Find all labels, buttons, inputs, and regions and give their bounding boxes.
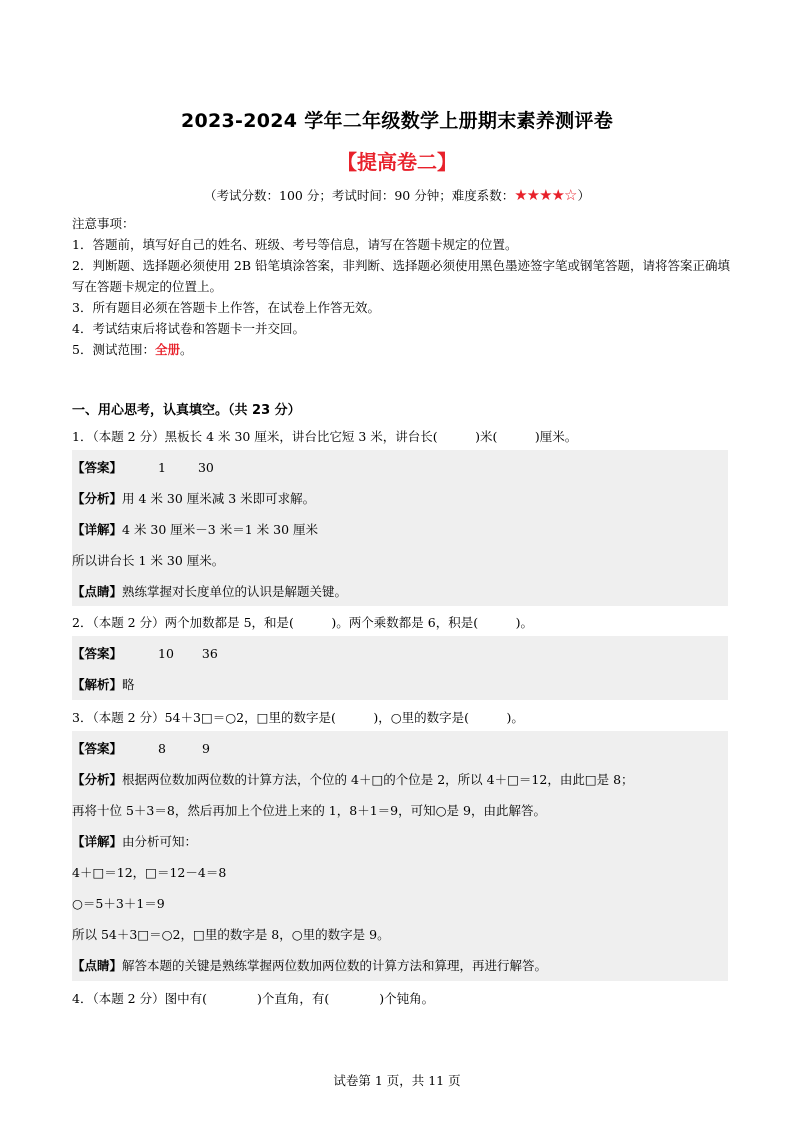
exam-info xyxy=(0,186,794,204)
comment-text: 熟练掌握对长度单位的认识是解题关键。 xyxy=(122,584,348,599)
answer-label: 【答案】 xyxy=(72,460,123,475)
detail-row-3: ○＝5＋3＋1＝9 xyxy=(72,896,165,911)
question-4: 4．（本题 2 分）图中有( )个直角，有( )个钝角。 xyxy=(72,991,435,1006)
notes-heading: 注意事项： xyxy=(72,216,135,231)
analysis-row xyxy=(72,675,135,693)
note-item-5 xyxy=(72,339,732,360)
answer-label: 【答案】 xyxy=(72,741,123,756)
analysis-text: 用 4 米 30 厘米减 3 米即可求解。 xyxy=(122,491,316,506)
detail-row-4: 所以 54＋3□＝○2，□里的数字是 8，○里的数字是 9。 xyxy=(72,927,390,942)
note-item-1: 1．答题前，填写好自己的姓名、班级、考号等信息，请写在答题卡规定的位置。 xyxy=(72,237,518,252)
analysis-row-2: 再将十位 5＋3＝8，然后再加上个位进上来的 1，8＋1＝9，可知○是 9，由此解答。 xyxy=(72,803,546,818)
answer-value-1: 10 xyxy=(158,646,174,661)
analysis-text: 根据两位数加两位数的计算方法，个位的 4＋□的个位是 2，所以 4＋□＝12，由此□是 8； xyxy=(122,772,634,787)
answer-value-2: 30 xyxy=(197,460,214,475)
detail-label: 【详解】 xyxy=(72,522,123,537)
detail-row xyxy=(72,520,318,538)
exam-info-prefix: （考试分数：100 分；考试时间：90 分钟；难度系数： xyxy=(204,188,515,203)
analysis-row xyxy=(72,489,315,507)
detail-text: 4 米 30 厘米－3 米＝1 米 30 厘米 xyxy=(122,522,318,537)
page-subtitle: 【提高卷二】 xyxy=(337,150,457,174)
answer-box-2 xyxy=(72,636,728,700)
analysis-label: 【分析】 xyxy=(72,772,123,787)
answer-box-1 xyxy=(72,450,728,606)
analysis-label: 【解析】 xyxy=(72,677,123,692)
detail-text: 由分析可知： xyxy=(122,834,198,849)
answer-row xyxy=(72,458,214,476)
answer-label: 【答案】 xyxy=(72,646,123,661)
note-item-2: 2．判断题、选择题必须使用 2B 铅笔填涂答案，非判断、选择题必须使用黑色墨迹签字笔或钢笔答题，请将答案正确填写在答题卡规定的位置上。 xyxy=(72,258,731,294)
comment-label: 【点睛】 xyxy=(72,584,123,599)
answer-row xyxy=(72,644,218,662)
difficulty-star-empty-icon: ☆ xyxy=(564,186,578,204)
analysis-row xyxy=(72,770,634,788)
notes-block xyxy=(72,213,732,360)
answer-row xyxy=(72,739,210,757)
note-item-5-prefix: 5．测试范围： xyxy=(72,342,155,357)
analysis-label: 【分析】 xyxy=(72,491,123,506)
exam-info-suffix: ） xyxy=(577,188,590,203)
comment-text: 解答本题的关键是熟练掌握两位数加两位数的计算方法和算理，再进行解答。 xyxy=(122,958,548,973)
note-item-5-suffix: 。 xyxy=(179,342,193,357)
detail-label: 【详解】 xyxy=(72,834,123,849)
note-item-5-highlight: 全册 xyxy=(154,342,180,357)
page-title: 2023-2024 学年二年级数学上册期末素养测评卷 xyxy=(180,110,614,132)
answer-value-2: 9 xyxy=(201,741,210,756)
answer-value-2: 36 xyxy=(201,646,218,661)
section-heading: 一、用心思考，认真填空。（共 23 分） xyxy=(72,403,301,418)
analysis-text: 略 xyxy=(122,677,135,692)
question-1: 1．（本题 2 分）黑板长 4 米 30 厘米，讲台比它短 3 米，讲台长( )米( )厘米。 xyxy=(72,429,578,444)
comment-row xyxy=(72,582,347,600)
detail-row-2: 所以讲台长 1 米 30 厘米。 xyxy=(72,553,225,568)
detail-row xyxy=(72,832,197,850)
page-footer: 试卷第 1 页，共 11 页 xyxy=(333,1073,461,1088)
question-3: 3．（本题 2 分）54＋3□＝○2，□里的数字是( )，○里的数字是( )。 xyxy=(72,710,524,725)
comment-label: 【点睛】 xyxy=(72,958,123,973)
comment-row xyxy=(72,956,547,974)
note-item-3: 3．所有题目必须在答题卡上作答，在试卷上作答无效。 xyxy=(72,300,380,315)
answer-box-3 xyxy=(72,731,728,981)
answer-value-1: 8 xyxy=(158,741,166,756)
question-2: 2．（本题 2 分）两个加数都是 5，和是( )。两个乘数都是 6，积是( )。 xyxy=(72,615,533,630)
detail-row-2: 4＋□＝12，□＝12－4＝8 xyxy=(72,865,227,880)
note-item-4: 4．考试结束后将试卷和答题卡一并交回。 xyxy=(72,321,305,336)
difficulty-stars-icon: ★★★★ xyxy=(514,186,565,204)
answer-value-1: 1 xyxy=(158,460,166,475)
